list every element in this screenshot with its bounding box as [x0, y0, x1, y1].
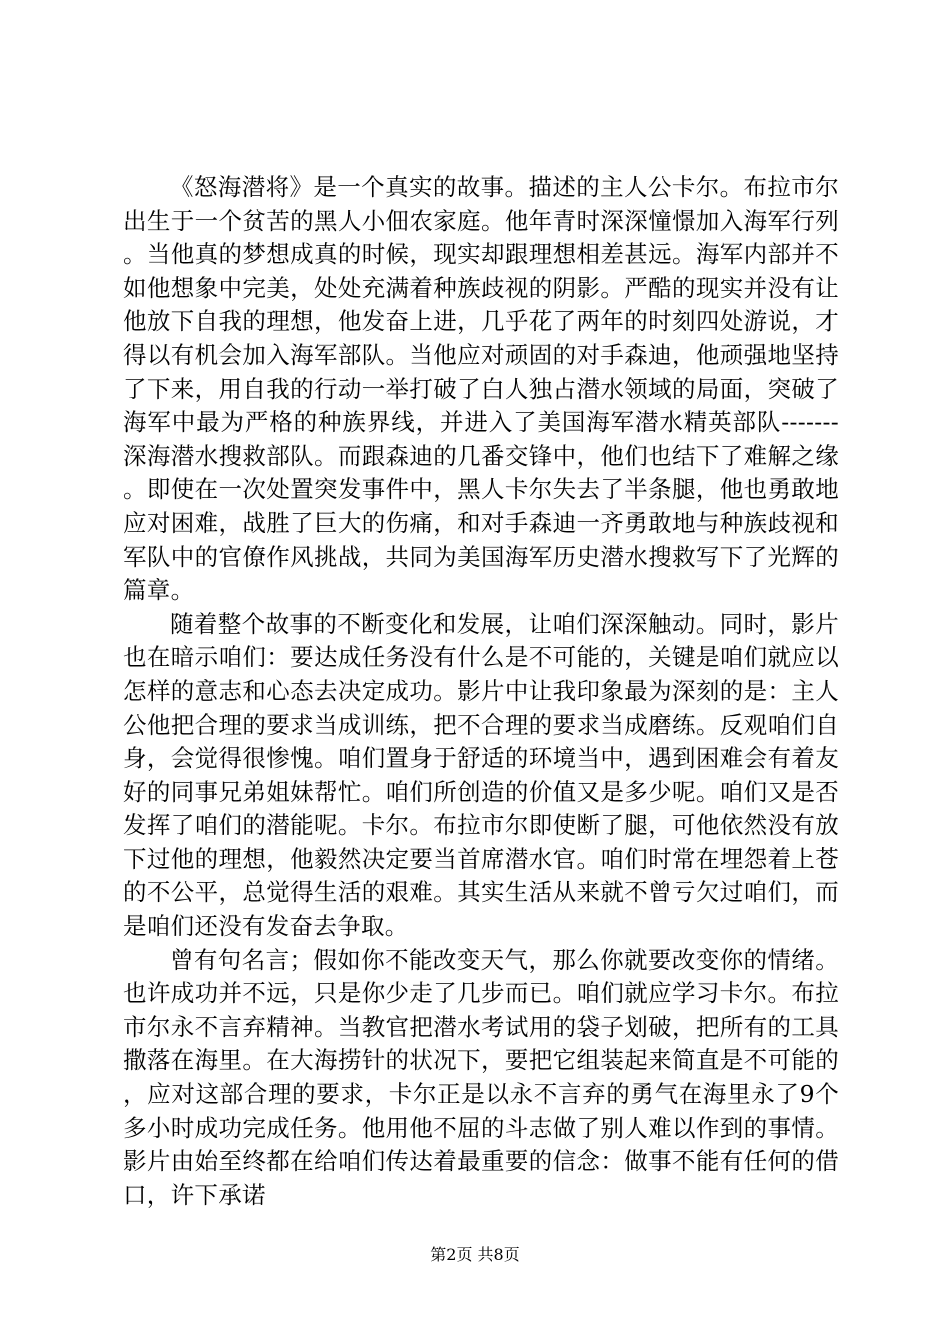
- page-number-footer: 第2页 共8页: [430, 1245, 520, 1264]
- paragraph-2: 随着整个故事的不断变化和发展，让咱们深深触动。同时，影片也在暗示咱们：要达成任务没有什么是不可能的，关键是咱们就应以怎样的意志和心态去决定成功。影片中让我印象最为深刻的是：主人公他把合理的要求当成训练，把不合理的要求当成磨练。反观咱们自身，会觉得很惨愧。咱们置身于舒适的环境当中，遇到困难会有着友好的同事兄弟姐妹帮忙。咱们所创造的价值又是多少呢。咱们又是否发挥了咱们的潜能呢。卡尔。布拉市尔即使断了腿，可他依然没有放下过他的理想，他毅然决定要当首席潜水官。咱们时常在埋怨着上苍的不公平，总觉得生活的艰难。其实生活从来就不曾亏欠过咱们，而是咱们还没有发奋去争取。: [123, 609, 839, 941]
- paragraph-3: 曾有句名言；假如你不能改变天气，那么你就要改变你的情绪。也许成功并不远，只是你少走了几步而已。咱们就应学习卡尔。布拉市尔永不言弃精神。当教官把潜水考试用的袋子划破，把所有的工具撒落在海里。在大海捞针的状况下，要把它组装起来简直是不可能的，应对这部合理的要求，卡尔正是以永不言弃的勇气在海里永了9个多小时成功完成任务。他用他不屈的斗志做了别人难以作到的事情。影片由始至终都在给咱们传达着最重要的信念：做事不能有任何的借口，许下承诺: [123, 945, 839, 1209]
- paragraph-1: 《怒海潜将》是一个真实的故事。描述的主人公卡尔。布拉市尔出生于一个贫苦的黑人小佃农家庭。他年青时深深憧憬加入海军行列。当他真的梦想成真的时候，现实却跟理想相差甚远。海军内部并不如他想象中完美，处处充满着种族歧视的阴影。严酷的现实并没有让他放下自我的理想，他发奋上进，几乎花了两年的时刻四处游说，才得以有机会加入海军部队。当他应对顽固的对手森迪，他顽强地坚持了下来，用自我的行动一举打破了白人独占潜水领域的局面，突破了海军中最为严格的种族界线，并进入了美国海军潜水精英部队-------深海潜水搜救部队。而跟森迪的几番交锋中，他们也结下了难解之缘。即使在一次处置突发事件中，黑人卡尔失去了半条腿，他也勇敢地应对困难，战胜了巨大的伤痛，和对手森迪一齐勇敢地与种族歧视和军队中的官僚作风挑战，共同为美国海军历史潜水搜救写下了光辉的篇章。: [123, 173, 839, 605]
- document-body: [123, 171, 839, 1212]
